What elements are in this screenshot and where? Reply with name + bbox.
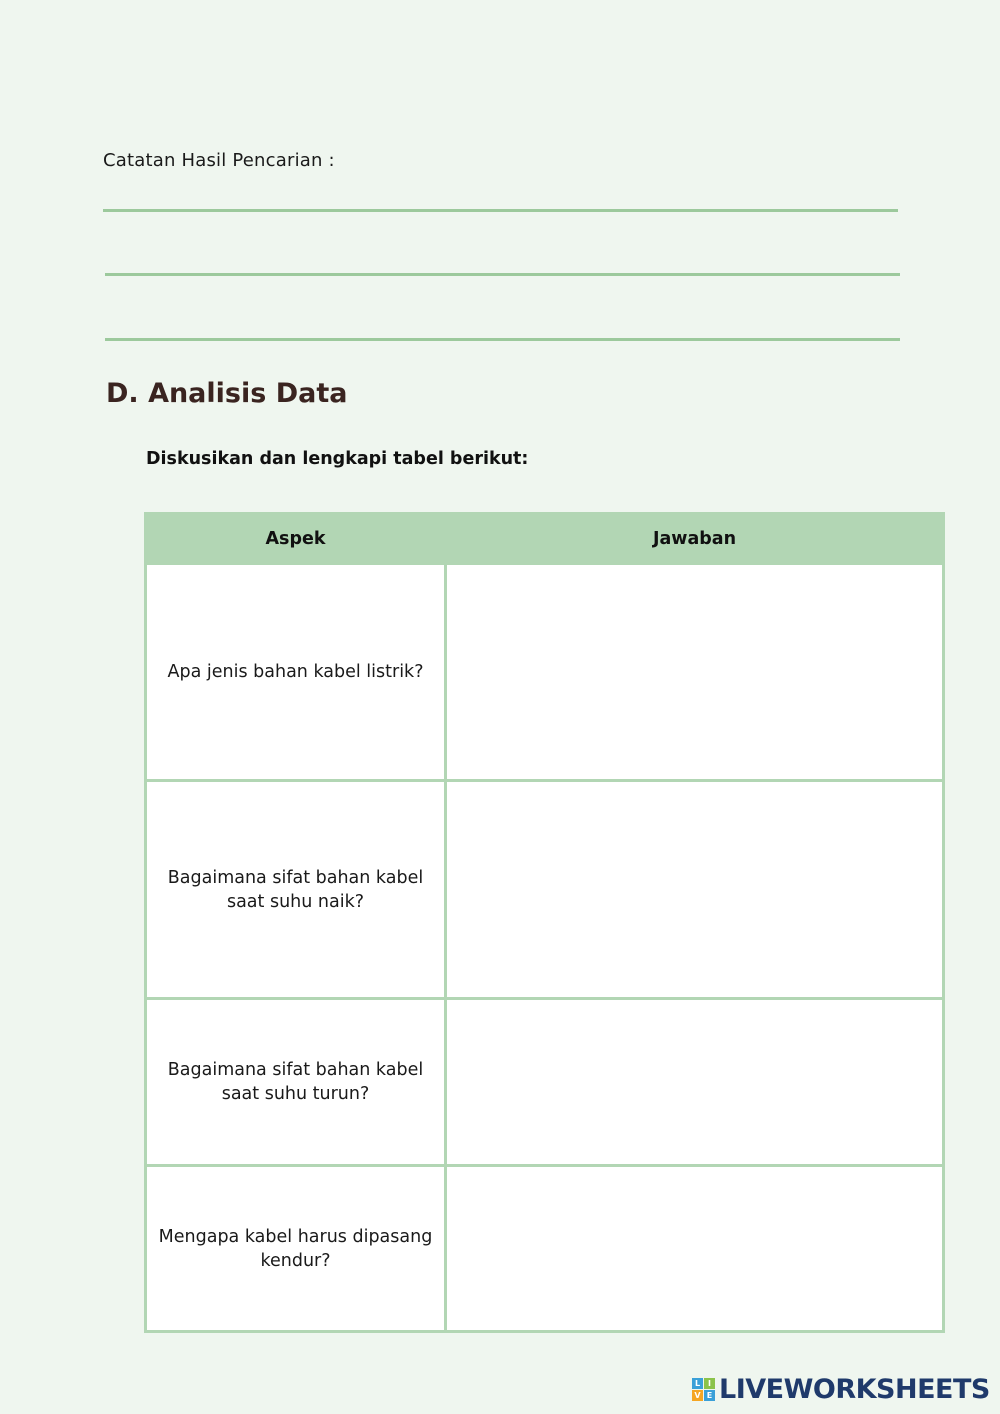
column-header-aspect: Aspek [146,514,446,564]
logo-letter-e: E [704,1390,715,1401]
table-row [146,1166,944,1332]
liveworksheets-logo-icon [692,1378,715,1401]
aspect-cell: Bagaimana sifat bahan kabel saat suhu turun? [146,999,446,1166]
table-header-row [146,514,944,564]
aspect-cell: Mengapa kabel harus dipasang kendur? [146,1166,446,1332]
answer-cell[interactable] [446,564,944,781]
aspect-cell: Bagaimana sifat bahan kabel saat suhu naik? [146,781,446,999]
notes-label: Catatan Hasil Pencarian : [103,150,335,171]
column-header-answer: Jawaban [446,514,944,564]
analysis-table [144,512,945,1333]
answer-cell[interactable] [446,1166,944,1332]
brand-name: LIVEWORKSHEETS [719,1374,990,1405]
table-row [146,999,944,1166]
table-row [146,781,944,999]
logo-letter-l: L [692,1378,703,1389]
logo-letter-v: V [692,1390,703,1401]
note-line-2[interactable] [105,273,900,276]
section-title: D. Analisis Data [106,378,348,409]
aspect-cell: Apa jenis bahan kabel listrik? [146,564,446,781]
table-row [146,564,944,781]
answer-cell[interactable] [446,781,944,999]
instruction-text: Diskusikan dan lengkapi tabel berikut: [146,449,529,469]
logo-letter-i: I [704,1378,715,1389]
liveworksheets-brand [692,1374,990,1405]
note-line-1[interactable] [103,209,898,212]
answer-cell[interactable] [446,999,944,1166]
note-line-3[interactable] [105,338,900,341]
